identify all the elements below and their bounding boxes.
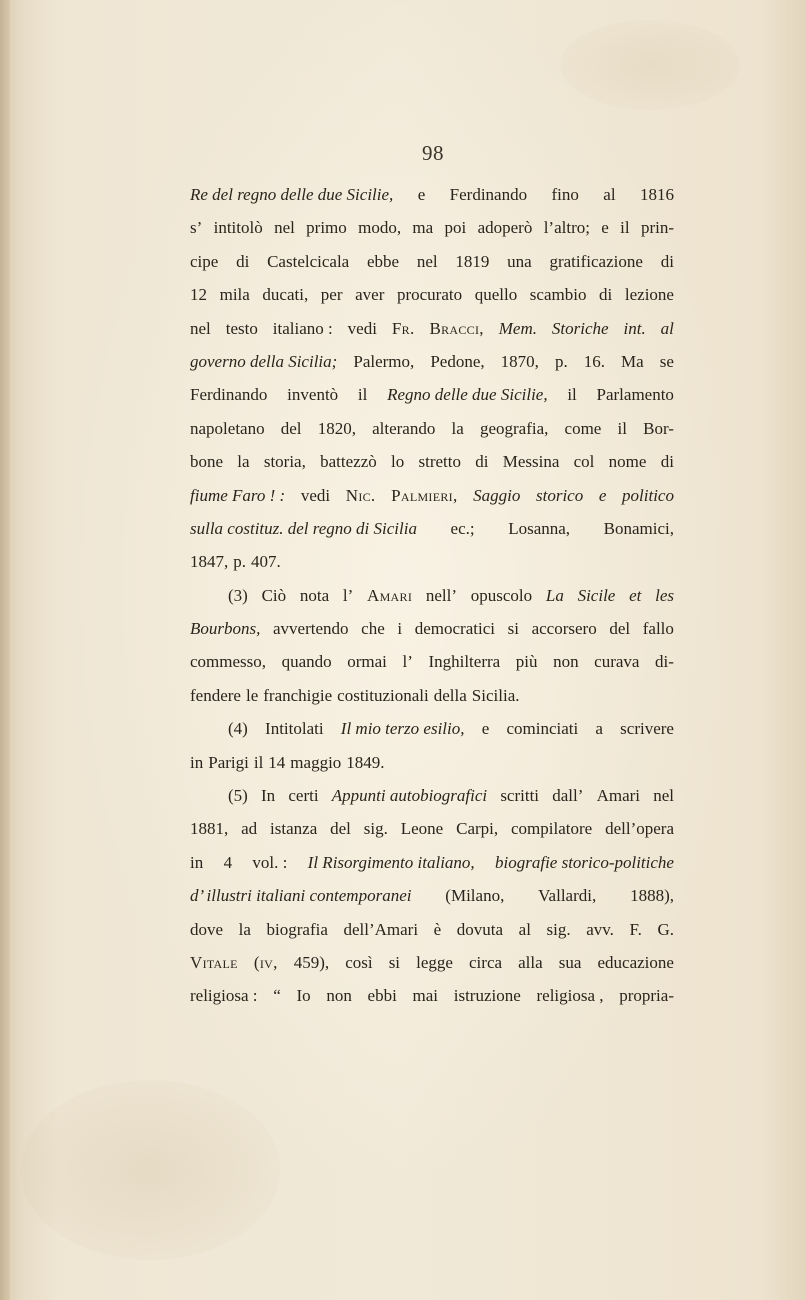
text-word: dovuta xyxy=(456,919,504,939)
text-word: geografia, xyxy=(479,418,549,438)
text-word: vedi xyxy=(300,485,331,505)
text-word: Inghilterra xyxy=(428,652,501,672)
text-word: religiosa , xyxy=(536,986,604,1006)
text-word: nel xyxy=(274,218,295,238)
text-word: poi xyxy=(444,218,467,238)
paper-stain xyxy=(560,20,740,110)
footnotes-text xyxy=(190,178,674,1013)
italic-text: biografie storico-politiche xyxy=(495,852,674,872)
text-word: la xyxy=(237,452,250,472)
text-word: franchigie xyxy=(263,685,333,705)
text-word: p. xyxy=(554,351,568,371)
text-word: Castelcicala xyxy=(267,251,350,271)
text-word: Ferdinando xyxy=(449,185,528,204)
italic-text: politico xyxy=(622,485,674,505)
text-word: (Milano, xyxy=(445,886,505,906)
text-word: Parigi xyxy=(208,752,249,772)
text-word: (5) xyxy=(228,786,248,806)
text-word: la xyxy=(238,919,251,939)
text-word: ad xyxy=(241,819,258,839)
text-word: 1888), xyxy=(630,886,674,906)
text-line xyxy=(190,579,674,612)
text-word: una xyxy=(507,251,532,271)
text-word: inventò xyxy=(287,385,339,405)
text-word: gratificazione xyxy=(549,251,643,271)
text-word: biografia xyxy=(266,919,328,939)
text-word: p. xyxy=(233,552,246,572)
text-word: italiano : xyxy=(272,318,333,338)
text-line xyxy=(190,679,674,712)
text-line xyxy=(190,345,674,378)
text-word: alterando xyxy=(372,418,436,438)
text-word: Pedone, xyxy=(430,351,485,371)
text-word: se xyxy=(659,351,674,371)
text-word: sig. xyxy=(546,919,571,939)
text-word: stretto xyxy=(418,452,461,472)
text-word: si xyxy=(507,619,519,639)
italic-text: Mem. xyxy=(498,318,537,338)
text-word: commesso, xyxy=(190,652,267,672)
page-number: 98 xyxy=(422,141,444,165)
text-word: G. xyxy=(657,919,674,939)
text-word: prin- xyxy=(640,218,674,238)
text-word: nel xyxy=(653,786,674,806)
text-word: propria- xyxy=(619,986,674,1006)
text-word: testo xyxy=(225,318,258,338)
small-caps-text: Palmieri, xyxy=(391,485,458,505)
text-word: Ma xyxy=(621,351,644,371)
text-word: 1847, xyxy=(190,552,229,572)
text-word: primo xyxy=(306,218,347,238)
text-line xyxy=(190,779,674,812)
text-word: circa xyxy=(469,952,503,972)
text-word: quando xyxy=(281,652,332,672)
text-word: del xyxy=(330,819,351,839)
text-line xyxy=(190,612,674,645)
small-caps-text: Fr. xyxy=(391,318,415,338)
text-word: ormai xyxy=(347,652,387,672)
italic-text: Saggio xyxy=(473,485,521,505)
text-word: quello xyxy=(474,285,518,305)
text-line xyxy=(190,746,674,779)
text-word: nell’ xyxy=(425,585,458,605)
text-word: per xyxy=(320,285,343,305)
text-word: 1819 xyxy=(455,251,490,271)
text-word: si xyxy=(388,952,401,972)
text-line xyxy=(190,913,674,946)
text-word: In xyxy=(261,786,276,806)
italic-text: Bourbons, xyxy=(190,619,261,639)
text-word: la xyxy=(451,418,464,438)
text-word: vedi xyxy=(347,318,377,338)
text-word: è xyxy=(433,919,442,939)
text-word: di- xyxy=(655,652,674,672)
small-caps-text: (iv, xyxy=(253,952,278,972)
text-word: ebbe xyxy=(366,251,400,271)
text-word: Messina xyxy=(502,452,560,472)
text-word: 4 xyxy=(223,852,233,872)
text-word: di xyxy=(236,251,250,271)
text-word: Vallardi, xyxy=(538,886,597,906)
text-word: battezzò xyxy=(320,452,377,472)
text-line xyxy=(190,178,674,211)
text-word: e xyxy=(417,185,426,204)
text-line xyxy=(190,979,674,1012)
small-caps-text: Amari xyxy=(367,585,413,605)
text-line xyxy=(190,846,674,879)
text-word: di xyxy=(475,452,489,472)
text-word: istanza xyxy=(270,819,318,839)
text-word: non xyxy=(553,652,579,672)
italic-text: et xyxy=(629,585,642,605)
italic-text: Re del regno delle due Sicilie, xyxy=(190,185,394,204)
text-word: accorsero xyxy=(531,619,597,639)
text-word: aver xyxy=(355,285,385,305)
text-word: in xyxy=(190,852,204,872)
text-line xyxy=(190,245,674,278)
text-word: 1820, xyxy=(317,418,356,438)
text-word: l’altro; xyxy=(543,218,590,238)
text-word: Leone xyxy=(400,819,444,839)
text-word: 1870, xyxy=(500,351,539,371)
text-word: 407. xyxy=(251,552,281,572)
text-word: del xyxy=(280,418,302,438)
text-line xyxy=(190,645,674,678)
text-word: 1849. xyxy=(346,752,385,772)
text-word: così xyxy=(345,952,373,972)
text-word: maggio xyxy=(290,752,342,772)
text-line xyxy=(190,412,674,445)
text-word: dove xyxy=(190,919,224,939)
text-word: Amari xyxy=(596,786,640,806)
text-word: lo xyxy=(391,452,405,472)
text-word: 1881, xyxy=(190,819,229,839)
text-word: i xyxy=(397,619,403,639)
text-word: Bonamici, xyxy=(603,518,674,538)
text-word: intitolò xyxy=(213,218,263,238)
text-word: adoperò xyxy=(477,218,533,238)
italic-text: Il mio terzo esilio, xyxy=(340,719,465,739)
text-word: dell’Amari xyxy=(343,919,419,939)
text-line xyxy=(190,445,674,478)
text-word: sua xyxy=(558,952,582,972)
text-line xyxy=(190,712,674,745)
text-word: legge xyxy=(416,952,453,972)
page-binding-edge xyxy=(0,0,10,1300)
text-word: educazione xyxy=(597,952,674,972)
text-word: a xyxy=(595,719,603,739)
text-word: mai xyxy=(412,986,439,1006)
text-word: col xyxy=(573,452,595,472)
text-word: “ xyxy=(273,986,281,1006)
text-word: il xyxy=(253,752,264,772)
text-word: 16. xyxy=(583,351,605,371)
text-word: avvertendo xyxy=(273,619,349,639)
text-word: le xyxy=(245,685,259,705)
text-word: ducati, xyxy=(262,285,309,305)
text-line xyxy=(190,545,674,578)
italic-text: Sicile xyxy=(577,585,616,605)
text-word: bone xyxy=(190,452,224,472)
italic-text: La xyxy=(545,585,564,605)
italic-text: int. xyxy=(623,318,646,338)
text-word: 1816 xyxy=(639,185,674,204)
text-word: il xyxy=(357,385,368,405)
text-word: procurato xyxy=(396,285,463,305)
text-word: nota xyxy=(299,585,330,605)
text-word: in xyxy=(190,752,204,772)
text-word: al xyxy=(603,185,616,204)
text-word: ebbi xyxy=(367,986,397,1006)
italic-text: fiume Faro ! : xyxy=(190,485,286,505)
text-word: Intitolati xyxy=(265,719,324,739)
small-caps-text: Nic. xyxy=(345,485,376,505)
text-word: fino xyxy=(551,185,579,204)
text-line xyxy=(190,512,674,545)
text-word: ec.; xyxy=(450,518,475,538)
text-word: l’ xyxy=(342,585,354,605)
text-word: sig. xyxy=(363,819,388,839)
text-word: napoletano xyxy=(190,418,265,438)
small-caps-text: Bracci, xyxy=(429,318,484,338)
text-word: più xyxy=(515,652,538,672)
text-word: democratici xyxy=(414,619,495,639)
text-word: lezione xyxy=(624,285,674,305)
text-word: modo, xyxy=(358,218,402,238)
text-word: scambio xyxy=(529,285,587,305)
text-word: religiosa : xyxy=(190,986,258,1006)
italic-text: Regno delle due Sicilie, xyxy=(387,385,548,405)
text-word: Bor- xyxy=(643,418,674,438)
text-word: nome xyxy=(608,452,647,472)
small-caps-text: Vitale xyxy=(190,952,238,972)
text-word: di xyxy=(660,452,674,472)
text-word: Palermo, xyxy=(353,351,415,371)
text-word: che xyxy=(361,619,385,639)
text-line xyxy=(190,312,674,345)
text-line xyxy=(190,946,674,979)
text-word: Losanna, xyxy=(508,518,571,538)
text-word: Parlamento xyxy=(596,385,674,405)
text-word: (4) xyxy=(228,719,248,739)
text-word: F. xyxy=(629,919,642,939)
text-word: il xyxy=(567,385,577,405)
text-word: come xyxy=(564,418,602,438)
text-word: di xyxy=(599,285,613,305)
text-line xyxy=(190,879,674,912)
text-word: s’ xyxy=(190,218,203,238)
italic-text: d’ illustri italiani contemporanei xyxy=(190,886,412,906)
text-word: fendere xyxy=(190,685,241,705)
text-word: alla xyxy=(518,952,543,972)
text-word: curava xyxy=(594,652,640,672)
text-word: vol. : xyxy=(252,852,288,872)
text-word: e xyxy=(481,719,490,739)
italic-text: storico xyxy=(536,485,584,505)
text-word: scritti xyxy=(500,786,540,806)
text-word: Carpi, xyxy=(456,819,499,839)
paper-stain xyxy=(20,1080,280,1260)
text-word: (3) xyxy=(228,585,248,605)
italic-text: sulla costituz. del regno di Sicilia xyxy=(190,518,417,538)
text-word: il xyxy=(617,418,627,438)
italic-text: al xyxy=(660,318,674,338)
text-word: 12 xyxy=(190,285,207,305)
text-word: cominciati xyxy=(506,719,579,739)
text-line xyxy=(190,479,674,512)
text-word: Ferdinando xyxy=(190,385,268,405)
italic-text: governo della Sicilia; xyxy=(190,351,338,371)
text-word: del xyxy=(609,619,631,639)
text-word: e xyxy=(601,218,609,238)
text-word: opuscolo xyxy=(470,585,533,605)
text-word: compilatore xyxy=(511,819,593,839)
text-word: di xyxy=(660,251,674,271)
italic-text: Storiche xyxy=(551,318,609,338)
text-word: cipe xyxy=(190,251,219,271)
italic-text: Appunti autobiografici xyxy=(331,786,488,806)
italic-text: les xyxy=(655,585,674,605)
text-line xyxy=(190,278,674,311)
text-word: Ciò xyxy=(261,585,287,605)
text-word: dall’ xyxy=(552,786,584,806)
text-word: mila xyxy=(219,285,250,305)
text-word: avv. xyxy=(586,919,614,939)
text-word: scrivere xyxy=(620,719,674,739)
text-word: fallo xyxy=(642,619,674,639)
italic-text: Il Risorgimento italiano, xyxy=(307,852,475,872)
text-word: l’ xyxy=(402,652,413,672)
text-word: della xyxy=(433,685,467,705)
text-word: 459), xyxy=(293,952,330,972)
text-word: nel xyxy=(416,251,438,271)
text-word: ma xyxy=(412,218,434,238)
text-word: dell’opera xyxy=(605,819,674,839)
text-word: il xyxy=(620,218,630,238)
text-line xyxy=(190,378,674,411)
text-word: certi xyxy=(288,786,319,806)
text-line xyxy=(190,812,674,845)
text-word: costituzionali xyxy=(337,685,429,705)
text-word: nel xyxy=(190,318,211,338)
text-line xyxy=(190,211,674,244)
text-word: al xyxy=(518,919,531,939)
text-word: Sicilia. xyxy=(471,685,520,705)
text-word: Io xyxy=(296,986,311,1006)
text-word: non xyxy=(326,986,352,1006)
text-word: 14 xyxy=(268,752,286,772)
italic-text: e xyxy=(598,485,607,505)
text-word: istruzione xyxy=(453,986,521,1006)
text-word: storia, xyxy=(263,452,306,472)
